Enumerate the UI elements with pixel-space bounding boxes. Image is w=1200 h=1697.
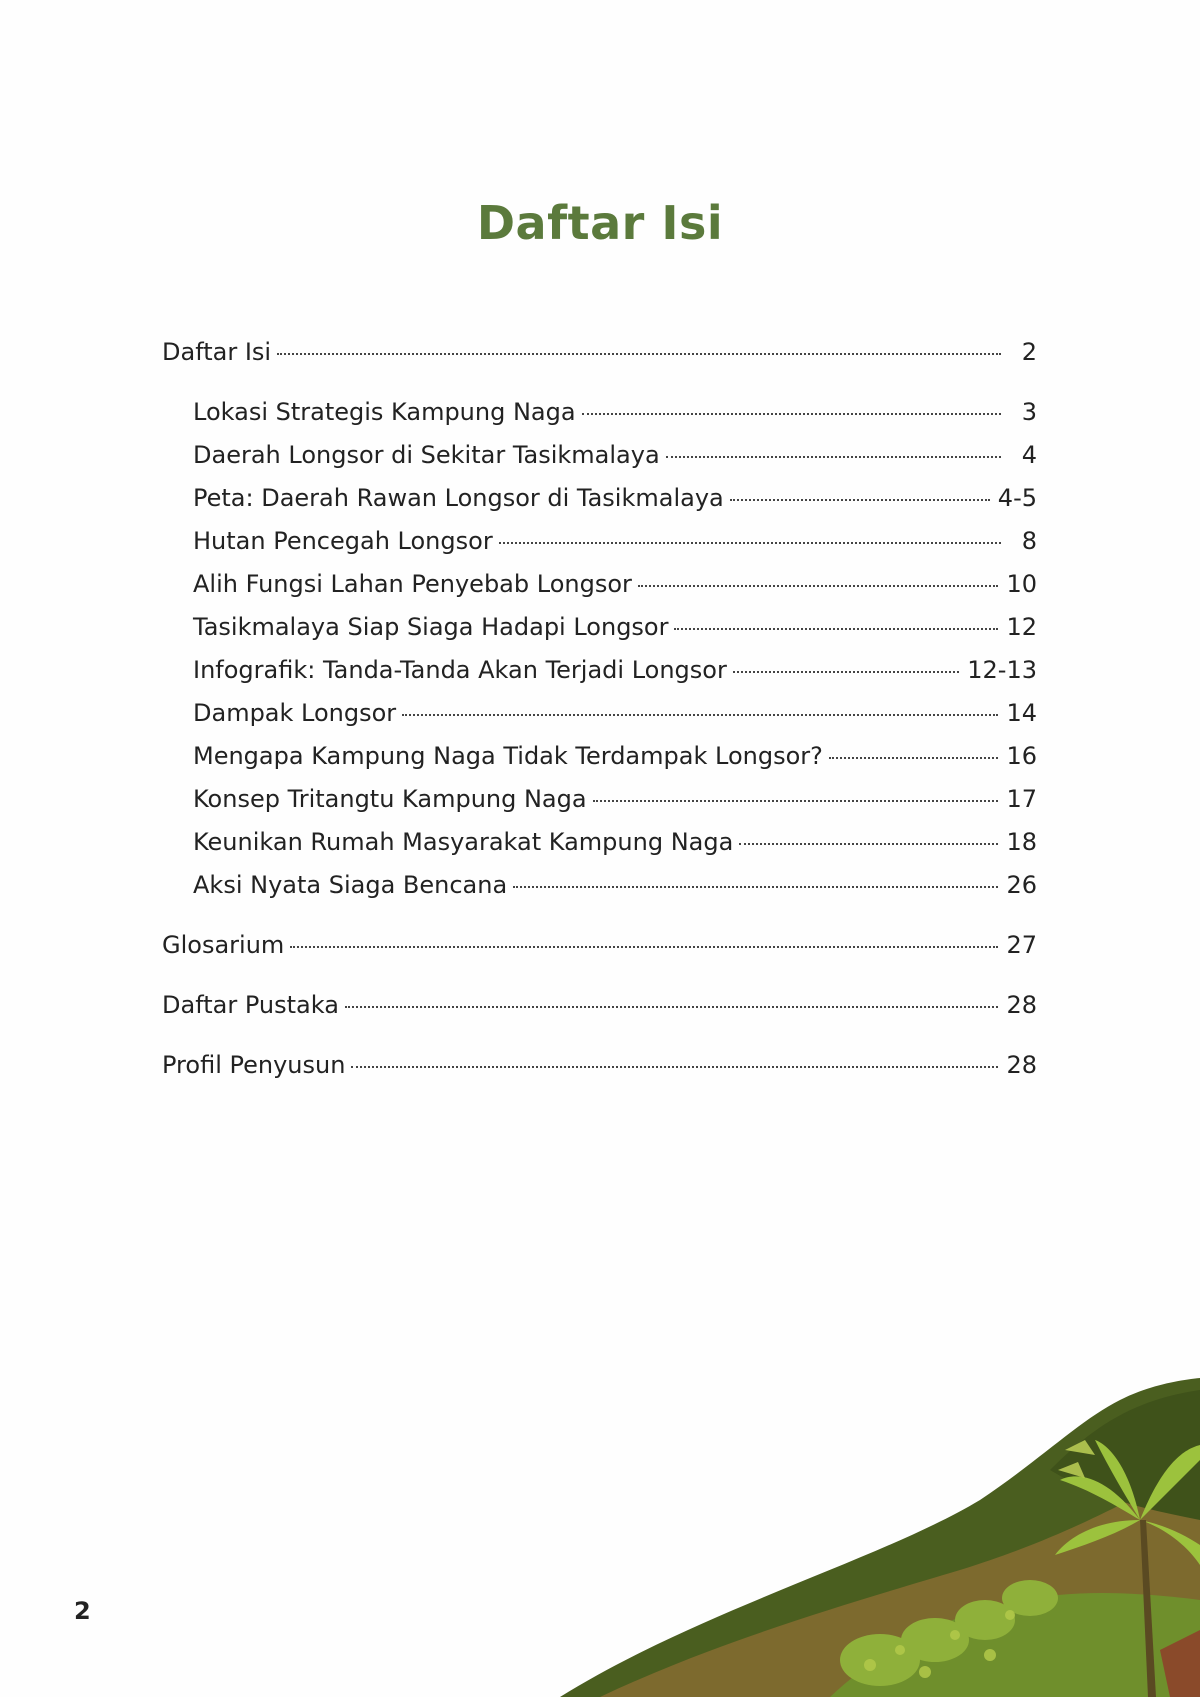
toc-entry-page: 4 bbox=[1021, 441, 1037, 469]
toc-entry-page: 27 bbox=[1006, 931, 1037, 959]
toc-entry-label: Mengapa Kampung Naga Tidak Terdampak Longsor? bbox=[193, 742, 823, 770]
toc-entry-page: 17 bbox=[1006, 785, 1037, 813]
toc-entry-label: Profil Penyusun bbox=[162, 1051, 346, 1079]
toc-entry-page: 14 bbox=[1006, 699, 1037, 727]
toc-entry-label: Hutan Pencegah Longsor bbox=[193, 527, 493, 555]
page-number: 2 bbox=[74, 1597, 91, 1625]
toc-entry-label: Glosarium bbox=[162, 931, 285, 959]
toc-entry-page: 28 bbox=[1006, 991, 1037, 1019]
toc-entry-page: 28 bbox=[1006, 1051, 1037, 1079]
page-title: Daftar Isi bbox=[476, 196, 724, 250]
toc-entry-label: Dampak Longsor bbox=[193, 699, 397, 727]
toc-entry-label: Daftar Isi bbox=[162, 338, 272, 366]
toc-entry-page: 10 bbox=[1006, 570, 1037, 598]
toc-entry-label: Keunikan Rumah Masyarakat Kampung Naga bbox=[193, 828, 734, 856]
toc-entry-page: 26 bbox=[1006, 871, 1037, 899]
toc-entry-page: 2 bbox=[1021, 338, 1037, 366]
toc-entry-label: Tasikmalaya Siap Siaga Hadapi Longsor bbox=[193, 613, 669, 641]
toc-entry-label: Alih Fungsi Lahan Penyebab Longsor bbox=[193, 570, 632, 598]
toc-entry-label: Infografik: Tanda-Tanda Akan Terjadi Longsor bbox=[193, 656, 727, 684]
toc-entry-page: 4-5 bbox=[997, 484, 1037, 512]
toc-entry-page: 12-13 bbox=[967, 656, 1037, 684]
toc-entry-page: 16 bbox=[1006, 742, 1037, 770]
toc-entry-label: Aksi Nyata Siaga Bencana bbox=[193, 871, 508, 899]
toc-entry-label: Lokasi Strategis Kampung Naga bbox=[193, 398, 576, 426]
toc-entry-label: Daerah Longsor di Sekitar Tasikmalaya bbox=[193, 441, 660, 469]
toc-entry-page: 12 bbox=[1006, 613, 1037, 641]
toc-entry-label: Peta: Daerah Rawan Longsor di Tasikmalaya bbox=[193, 484, 724, 512]
toc-entry-page: 18 bbox=[1006, 828, 1037, 856]
toc-entry-page: 3 bbox=[1021, 398, 1037, 426]
toc-entry-label: Konsep Tritangtu Kampung Naga bbox=[193, 785, 587, 813]
toc-entry-label: Daftar Pustaka bbox=[162, 991, 339, 1019]
toc-entry-page: 8 bbox=[1021, 527, 1037, 555]
